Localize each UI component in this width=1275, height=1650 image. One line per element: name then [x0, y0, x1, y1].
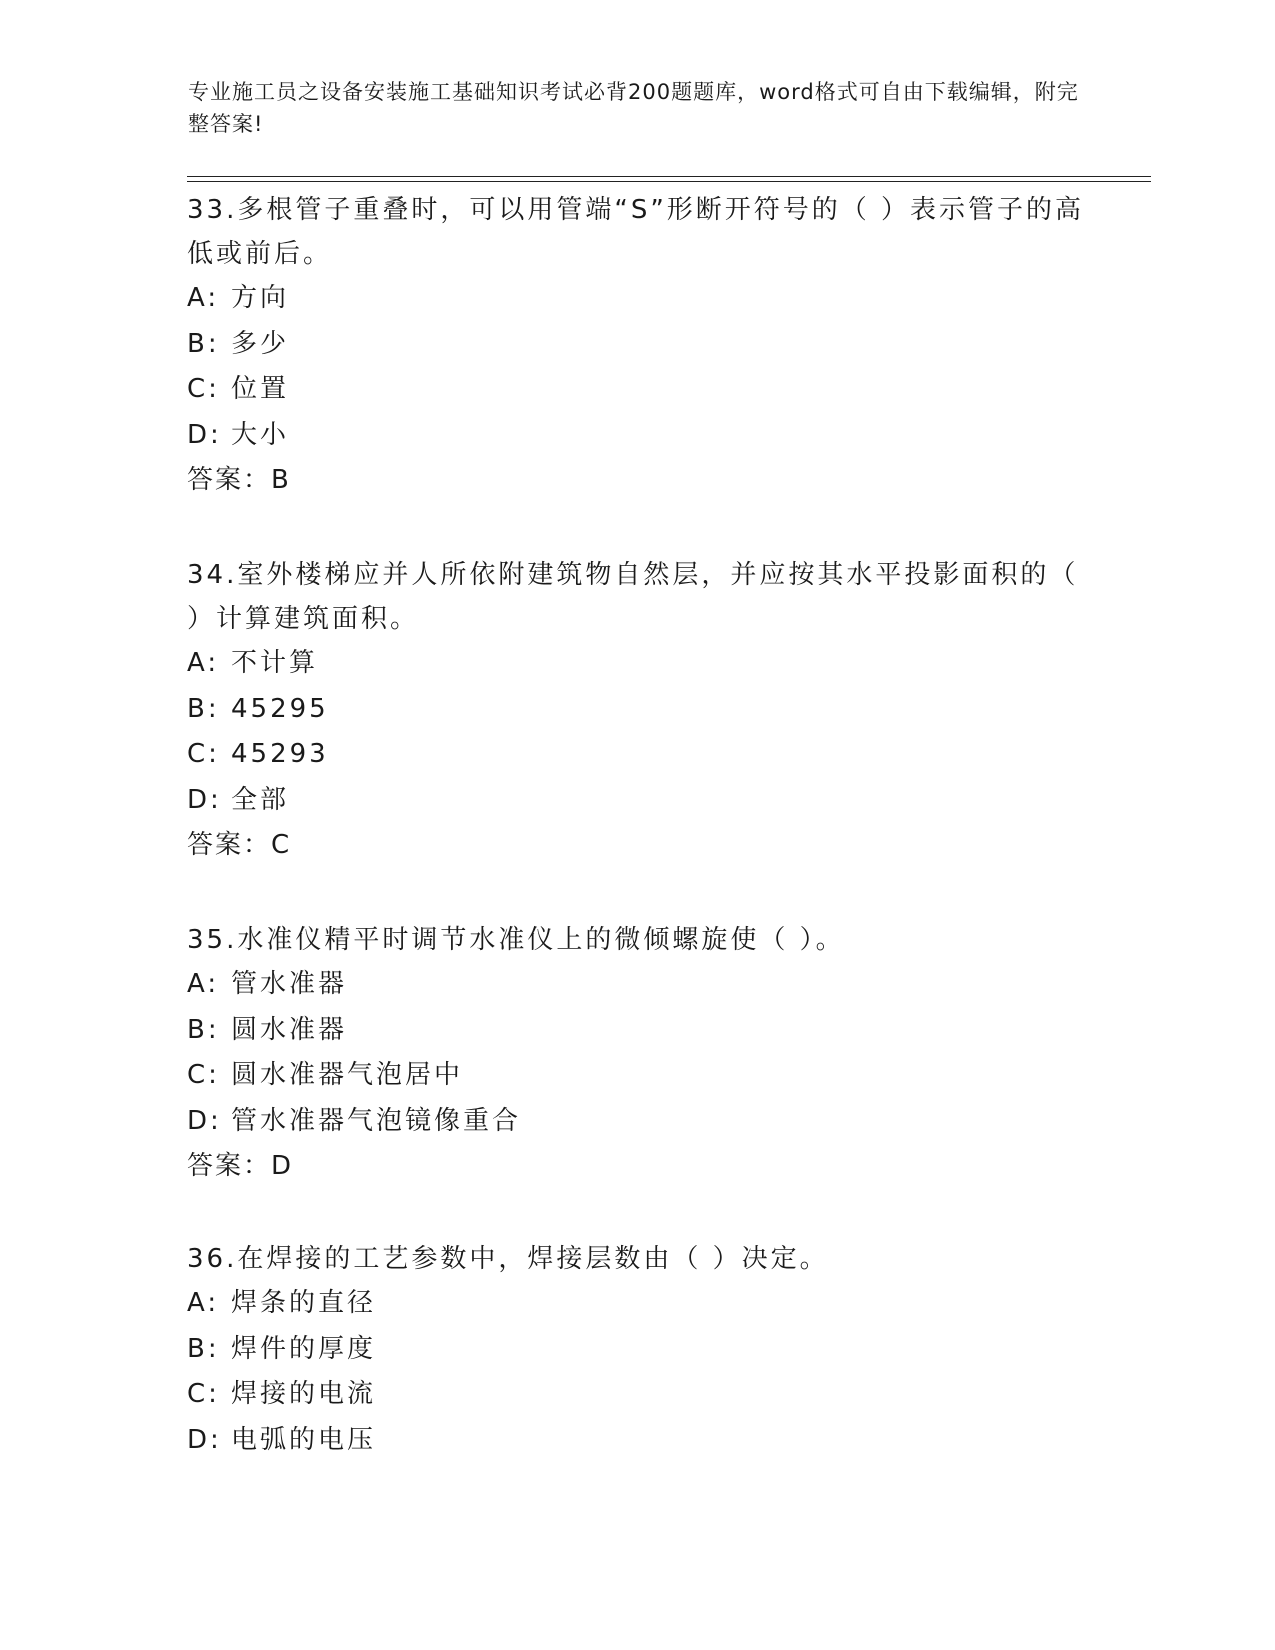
option-key: D: — [187, 1424, 222, 1455]
option-d — [187, 413, 1087, 459]
option-d — [187, 778, 1087, 824]
option-b — [187, 687, 1087, 733]
option-key: A: — [187, 648, 220, 678]
option-key: D: — [187, 1105, 222, 1136]
option-c — [187, 367, 1087, 413]
option-text: 45293 — [231, 739, 329, 769]
option-text: 不计算 — [231, 648, 319, 678]
option-a — [187, 1281, 1087, 1327]
question-35 — [187, 918, 1087, 1189]
option-key: C: — [187, 1060, 220, 1090]
option-c — [187, 1372, 1087, 1418]
option-text: 圆水准器 — [231, 1014, 348, 1045]
option-key: A: — [187, 1288, 220, 1318]
option-key: C: — [187, 374, 220, 404]
answer-line: 答案：D — [187, 1151, 294, 1181]
option-key: B: — [187, 1333, 220, 1364]
option-text: 大小 — [231, 419, 290, 450]
option-text: 圆水准器气泡居中 — [231, 1060, 464, 1090]
option-text: 全部 — [231, 784, 290, 815]
option-d — [187, 1418, 1087, 1464]
option-text: 焊条的直径 — [231, 1288, 377, 1318]
header-divider-top — [187, 176, 1151, 177]
option-c — [187, 732, 1087, 778]
option-text: 方向 — [231, 283, 290, 313]
option-key: A: — [187, 969, 220, 999]
option-key: B: — [187, 1014, 220, 1045]
option-b — [187, 1008, 1087, 1054]
option-key: A: — [187, 283, 220, 313]
option-text: 45295 — [231, 693, 329, 724]
question-stem: 36.在焊接的工艺参数中，焊接层数由（ ）决定。 — [187, 1244, 829, 1274]
question-stem: 34.室外楼梯应并人所依附建筑物自然层，并应按其水平投影面积的（ ）计算建筑面积。 — [187, 560, 1079, 634]
option-text: 焊接的电流 — [231, 1379, 377, 1409]
option-key: C: — [187, 1379, 220, 1409]
option-key: B: — [187, 693, 220, 724]
question-stem: 35.水准仪精平时调节水准仪上的微倾螺旋使（ ）。 — [187, 925, 845, 955]
option-text: 管水准器 — [231, 969, 348, 999]
answer-line: 答案：C — [187, 830, 292, 860]
option-text: 焊件的厚度 — [231, 1333, 377, 1364]
option-key: D: — [187, 784, 222, 815]
header-divider-bottom — [187, 181, 1151, 182]
option-c — [187, 1053, 1087, 1099]
question-stem: 33.多根管子重叠时，可以用管端“S”形断开符号的（ ）表示管子的高低或前后。 — [187, 195, 1085, 269]
option-a — [187, 962, 1087, 1008]
option-a — [187, 641, 1087, 687]
option-key: B: — [187, 328, 220, 359]
option-key: C: — [187, 739, 220, 769]
question-36 — [187, 1237, 1087, 1463]
option-text: 电弧的电压 — [231, 1424, 377, 1455]
document-header: 专业施工员之设备安装施工基础知识考试必背200题题库，word格式可自由下载编辑，附完整答案! — [188, 80, 1079, 136]
answer-line: 答案：B — [187, 465, 291, 495]
option-d — [187, 1099, 1087, 1145]
question-33 — [187, 188, 1087, 503]
option-key: D: — [187, 419, 222, 450]
option-text: 多少 — [231, 328, 290, 359]
option-b — [187, 1327, 1087, 1373]
option-text: 位置 — [231, 374, 290, 404]
question-34 — [187, 553, 1087, 868]
option-text: 管水准器气泡镜像重合 — [231, 1105, 522, 1136]
option-b — [187, 322, 1087, 368]
option-a — [187, 276, 1087, 322]
